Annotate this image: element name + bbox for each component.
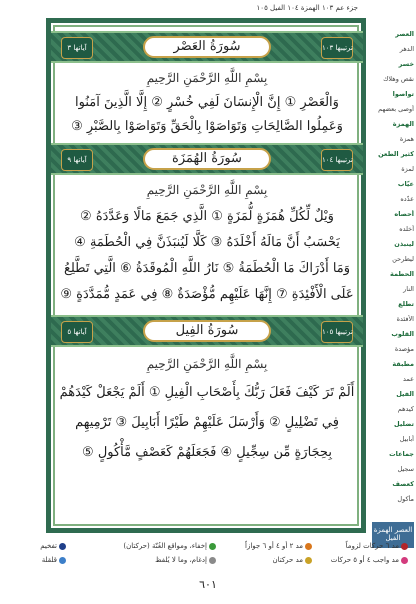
gloss-entry: عدّده [400, 195, 414, 203]
gloss-entry: تواصوا [392, 90, 414, 98]
gloss-entry: خسر [398, 60, 414, 68]
color-dot [305, 557, 312, 564]
gloss-entry: نقص وهلاك [383, 75, 414, 83]
tajweed-legend [4, 540, 412, 574]
verse-line: يَحْسَبُ أَنَّ مَالَهُ أَخْلَدَهُ ③ كَلَّا لَيُنبَذَنَّ فِي الْحُطَمَةِ ④ [74, 235, 340, 250]
gloss-entry: مأكول [397, 495, 414, 503]
gloss-entry: همزة [399, 135, 414, 143]
legend-item: إخفاء، ومواقع الغُنّة (حركتان) [123, 542, 216, 550]
color-dot [401, 557, 408, 564]
legend-item: مد حركتان [272, 556, 312, 564]
gloss-entry: أحصاه [394, 210, 414, 218]
color-dot [209, 557, 216, 564]
gloss-entry: الحطمة [390, 270, 414, 278]
surah-index-box: العصر الهمزة الفيل [372, 522, 414, 548]
page-number: ٦٠١ [199, 578, 217, 591]
legend-item: إدغام، وما لا يُلفظ [155, 556, 216, 564]
gloss-entry: ليطرحن [392, 255, 414, 263]
gloss-entry: جماعات [389, 450, 414, 458]
gloss-entry: العصر [395, 30, 414, 38]
surah-order-badge: ترتيبها ١٠٤ [321, 149, 353, 171]
gloss-entry: تطلع [398, 300, 414, 308]
gloss-entry: النار [403, 285, 414, 293]
color-dot [209, 543, 216, 550]
gloss-entry: الدهر [399, 45, 414, 53]
verse-line: عَلَى الْأَفْئِدَةِ ⑦ إِنَّهَا عَلَيْهِم مُّؤْصَدَةٌ ⑧ فِي عَمَدٍ مُّمَدَّدَةٍ ⑨ [60, 287, 354, 302]
legend-item: مد واجب ٤ أو ٥ حركات [331, 556, 408, 564]
verse-count-badge: آياتها ٣ [61, 37, 93, 59]
verse-line: أَلَمْ تَرَ كَيْفَ فَعَلَ رَبُّكَ بِأَصْحَابِ الْفِيلِ ① أَلَمْ يَجْعَلْ كَيْدَهُمْ [59, 385, 355, 400]
surah-banner-humazah [51, 143, 363, 175]
verse-count-badge: آياتها ٥ [61, 321, 93, 343]
surah-banner-fil [51, 315, 363, 347]
legend-item: مد ٢ أو ٤ أو ٦ جوازاً [245, 542, 312, 550]
gloss-entry: لمزة [401, 165, 414, 173]
legend-item: تفخيم [40, 542, 66, 550]
verse-line: بِحِجَارَةٍ مِّن سِجِّيلٍ ④ فَجَعَلَهُمْ كَعَصْفٍ مَّأْكُولٍ ⑤ [82, 445, 332, 460]
color-dot [401, 543, 408, 550]
gloss-entry: كثير الطعن [378, 150, 414, 158]
gloss-entry: لينبذن [394, 240, 414, 248]
gloss-entry: كيدهم [397, 405, 414, 413]
verse-line: فِي تَضْلِيلٍ ② وَأَرْسَلَ عَلَيْهِمْ طَيْرًا أَبَابِيلَ ③ تَرْمِيهِم [75, 415, 339, 430]
color-dot [59, 557, 66, 564]
gloss-entry: الفيل [396, 390, 414, 398]
surah-title: سُورَةُ الهُمَزَة [143, 148, 271, 170]
surah-banner-asr [51, 31, 363, 63]
gloss-entry: الهمزة [392, 120, 414, 128]
gloss-entry: الأفئدة [396, 315, 414, 323]
gloss-entry: تضليل [394, 420, 414, 428]
gloss-entry: أوصى بعضهم [378, 105, 414, 113]
margin-glossary [372, 30, 414, 550]
running-header: جزء عم ١٠٣ الهمزة ١٠٤ الفيل ١٠٥ [256, 4, 358, 12]
surah-order-badge: ترتيبها ١٠٥ [321, 321, 353, 343]
surah-title: سُورَةُ الفِيل [143, 320, 271, 342]
gloss-entry: مطبقة [392, 360, 414, 368]
verse-line: وَعَمِلُوا الصَّالِحَاتِ وَتَوَاصَوْا بِالْحَقِّ وَتَوَاصَوْا بِالصَّبْرِ ③ [71, 119, 343, 134]
verse-line: وَمَا أَدْرَاكَ مَا الْحُطَمَةُ ⑤ نَارُ اللَّهِ الْمُوقَدَةُ ⑥ الَّتِي تَطَّلِعُ [63, 261, 351, 276]
gloss-entry: مؤصدة [394, 345, 414, 353]
basmala: بِسْمِ اللَّهِ الرَّحْمَنِ الرَّحِيمِ [146, 71, 268, 85]
surah-title: سُورَةُ العَصْر [143, 36, 271, 58]
gloss-entry: سجيل [397, 465, 414, 473]
legend-item: قلقلة [42, 556, 66, 564]
gloss-entry: كعصف [392, 480, 414, 488]
text-frame [46, 18, 366, 533]
surah-order-badge: ترتيبها ١٠٣ [321, 37, 353, 59]
gloss-entry: عمد [402, 375, 414, 383]
gloss-entry: عيّاب [397, 180, 414, 188]
legend-item: مد ٦ حركات لزوماً [346, 542, 408, 550]
color-dot [305, 543, 312, 550]
gloss-entry: أخلده [399, 225, 414, 233]
gloss-entry: القلوب [391, 330, 414, 338]
basmala: بِسْمِ اللَّهِ الرَّحْمَنِ الرَّحِيمِ [146, 183, 268, 197]
verse-count-badge: آياتها ٩ [61, 149, 93, 171]
verse-line: وَيْلٌ لِّكُلِّ هُمَزَةٍ لُّمَزَةٍ ① الَّذِي جَمَعَ مَالًا وَعَدَّدَهُ ② [80, 209, 334, 224]
color-dot [59, 543, 66, 550]
gloss-entry: أبابيل [399, 435, 414, 443]
basmala: بِسْمِ اللَّهِ الرَّحْمَنِ الرَّحِيمِ [146, 357, 268, 371]
verse-line: وَالْعَصْرِ ① إِنَّ الْإِنسَانَ لَفِي خُسْرٍ ② إِلَّا الَّذِينَ آمَنُوا [75, 95, 339, 110]
